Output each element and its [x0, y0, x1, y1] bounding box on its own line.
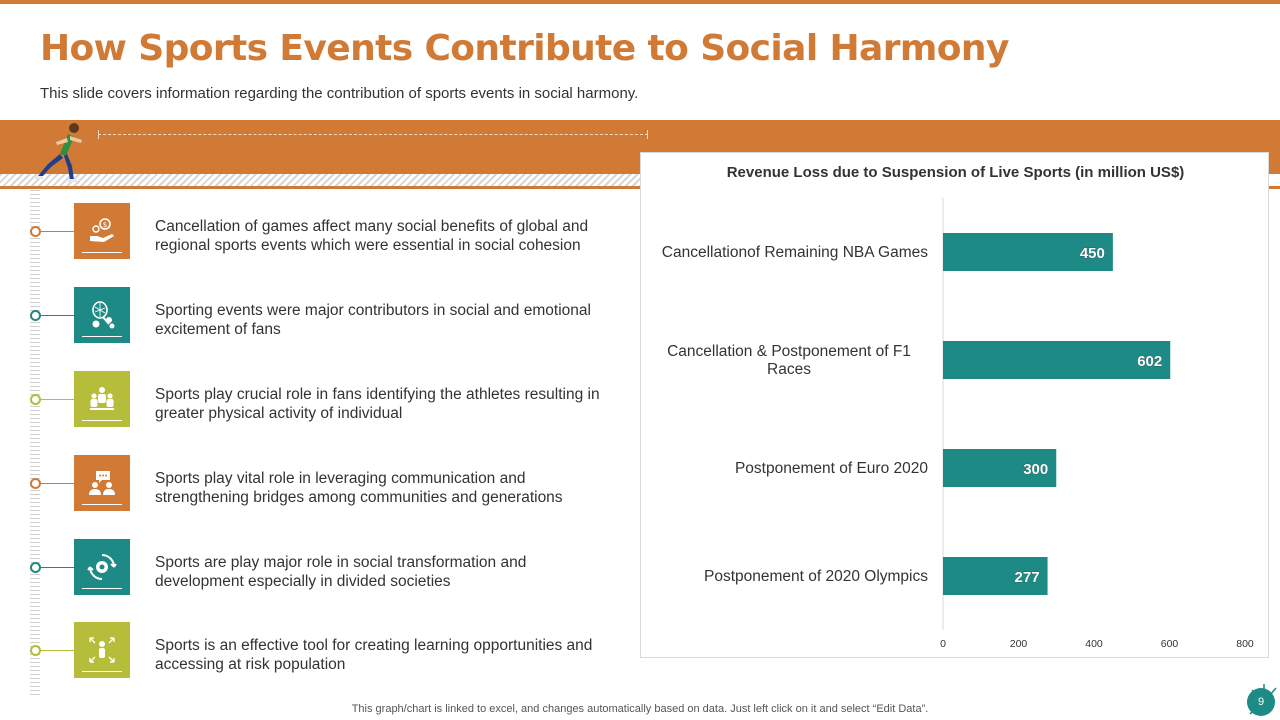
- x-tick-label: 800: [1236, 638, 1254, 650]
- page-subtitle: This slide covers information regarding the contribution of sports events in social harmony.: [40, 85, 639, 102]
- timeline-node: [30, 478, 41, 489]
- chart-panel: [640, 152, 1269, 658]
- list-item: [30, 539, 630, 597]
- group-people-icon: [87, 384, 117, 414]
- bar-data-label: 602: [1137, 353, 1163, 370]
- dashed-guide: [98, 134, 648, 135]
- list-item: [30, 622, 630, 680]
- x-tick-label: 0: [940, 638, 946, 650]
- bar: [943, 341, 1170, 379]
- hand-money-icon: [87, 216, 117, 246]
- x-tick-label: 600: [1160, 638, 1179, 650]
- bar-data-label: 277: [1014, 569, 1040, 586]
- page-number: 9: [1257, 696, 1265, 708]
- bar-chart: [641, 153, 1270, 659]
- item-text: Sports play crucial role in fans identifying the athletes resulting in greater physical activity of individual: [155, 386, 600, 422]
- chart-title: Revenue Loss due to Suspension of Live Sports (in million US$): [726, 164, 1185, 181]
- band-stripe: [0, 174, 640, 186]
- footnote: This graph/chart is linked to excel, and changes automatically based on data. Just left click on it and select “Edit Data”.: [351, 703, 929, 715]
- dashed-guide-start: [98, 130, 99, 139]
- transformation-gear-icon: [87, 552, 117, 582]
- dashed-guide-end: [647, 130, 648, 139]
- icon-tile: [74, 539, 130, 595]
- timeline-node: [30, 645, 41, 656]
- icon-tile: [74, 371, 130, 427]
- vertical-ruler: [30, 190, 40, 695]
- timeline-node: [30, 226, 41, 237]
- list-item: [30, 455, 630, 513]
- sports-equipment-icon: [87, 300, 117, 330]
- icon-tile: [74, 622, 130, 678]
- list-item: [30, 371, 630, 429]
- category-label: Postponement of 2020 Olympics: [703, 568, 928, 585]
- timeline-connector: [41, 315, 74, 316]
- icon-tile: [74, 203, 130, 259]
- icon-tile: [74, 455, 130, 511]
- x-tick-label: 200: [1009, 638, 1028, 650]
- category-label: Cancellationof Remaining NBA Games: [661, 244, 928, 261]
- list-item: [30, 203, 630, 261]
- page-title: How Sports Events Contribute to Social Harmony: [40, 28, 1009, 69]
- timeline-connector: [41, 231, 74, 232]
- person-arrows-icon: [87, 635, 117, 665]
- communication-icon: [87, 468, 117, 498]
- category-label: Cancellation & Postponement of F1 Races: [667, 343, 911, 378]
- timeline-node: [30, 310, 41, 321]
- item-text: Sports is an effective tool for creating learning opportunities and accessing at risk population: [155, 637, 593, 673]
- top-accent-line: [0, 0, 1280, 4]
- svg-text:$: $: [102, 221, 108, 229]
- item-text: Sporting events were major contributors in social and emotional excitement of fans: [155, 302, 591, 338]
- timeline-node: [30, 394, 41, 405]
- bar-data-label: 450: [1079, 245, 1105, 262]
- bar-data-label: 300: [1023, 461, 1049, 478]
- timeline-connector: [41, 567, 74, 568]
- category-label: Postponement of Euro 2020: [734, 460, 928, 477]
- icon-tile: [74, 287, 130, 343]
- item-text: Cancellation of games affect many social benefits of global and regional sports events which were essential in social cohesion: [155, 218, 589, 254]
- item-text: Sports play vital role in leveraging communication and strengthening bridges among communities and generations: [155, 470, 563, 506]
- timeline-connector: [41, 650, 74, 651]
- timeline-node: [30, 562, 41, 573]
- timeline-connector: [41, 483, 74, 484]
- item-text: Sports are play major role in social transformation and development especially in divided societies: [155, 554, 527, 590]
- runner-icon: [30, 120, 90, 184]
- timeline-connector: [41, 399, 74, 400]
- list-item: [30, 287, 630, 345]
- x-tick-label: 400: [1085, 638, 1103, 650]
